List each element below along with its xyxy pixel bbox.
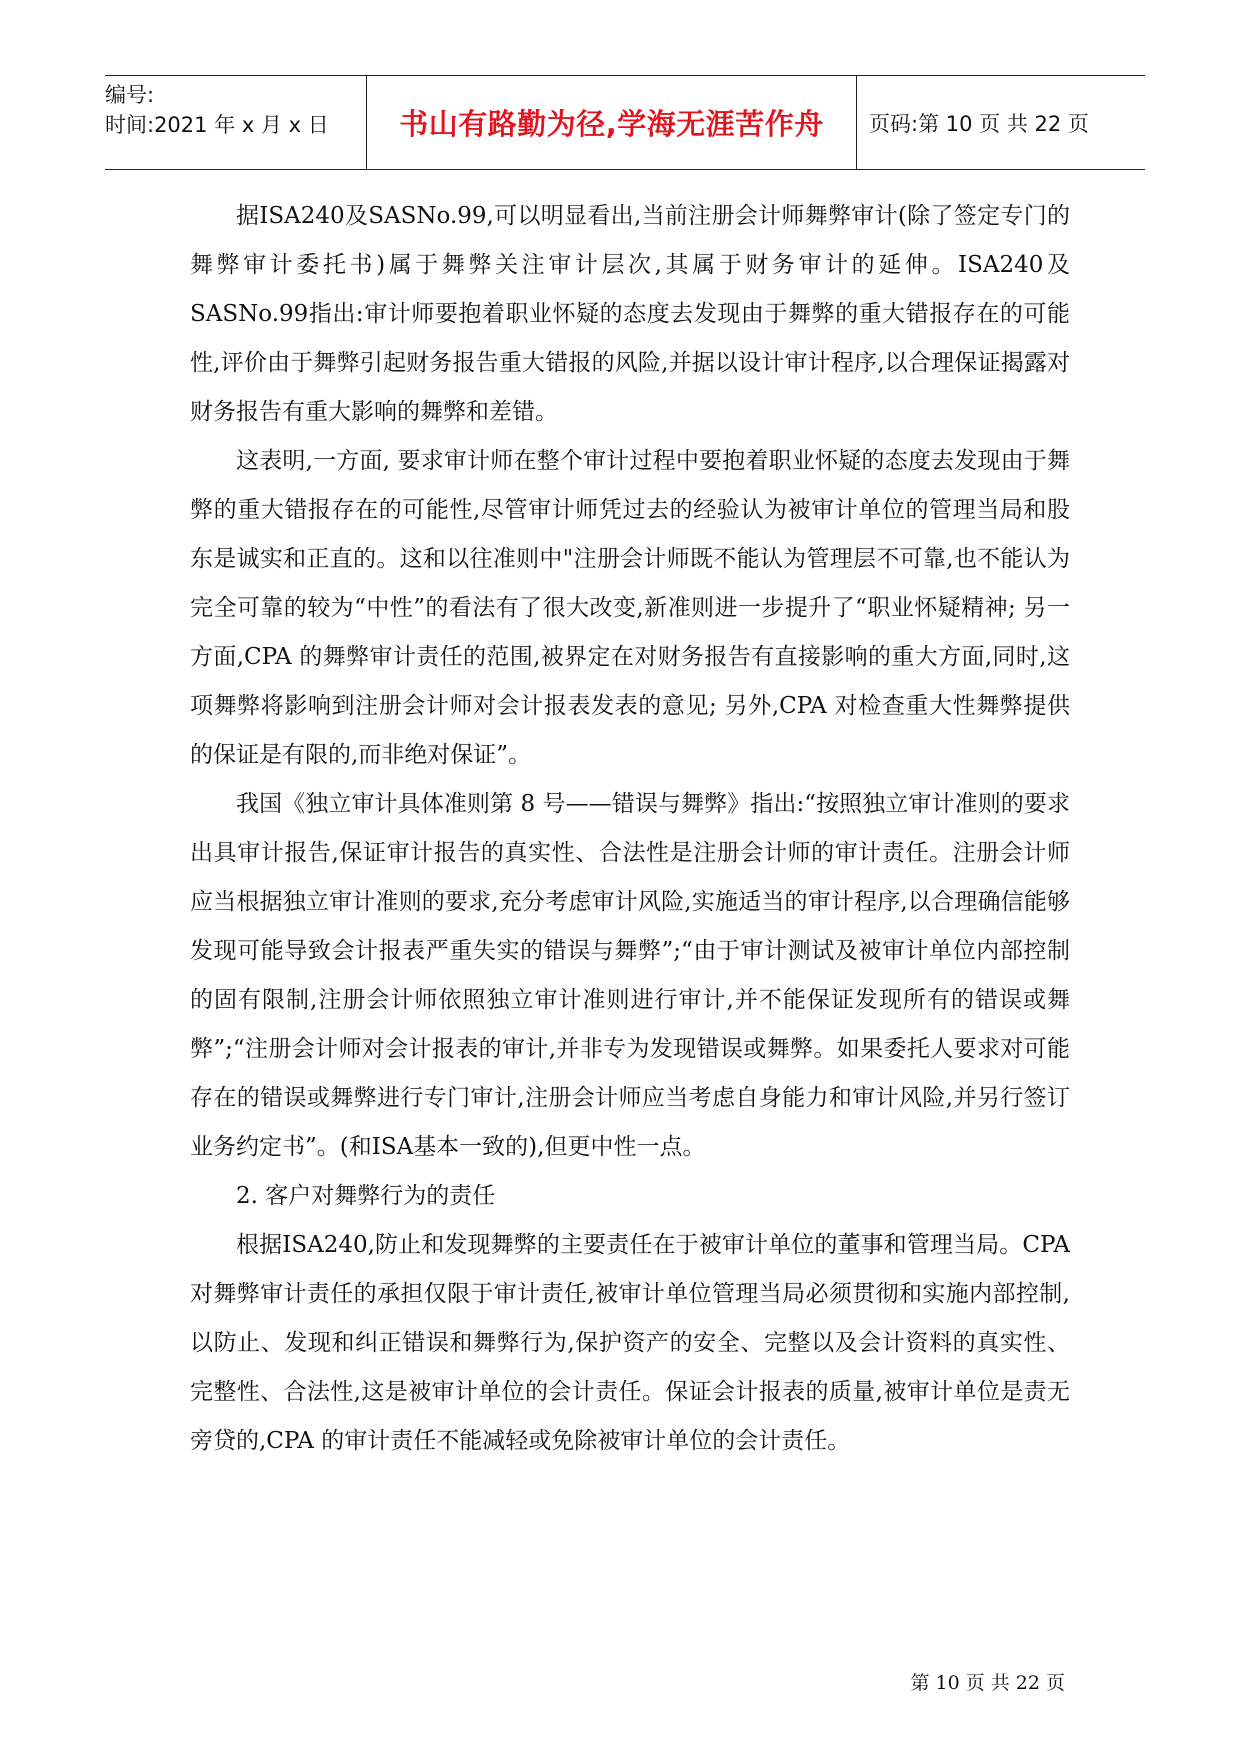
page-footer: 第 10 页 共 22 页	[910, 1672, 1065, 1694]
paragraph: 据ISA240及SASNo.99,可以明显看出,当前注册会计师舞弊审计(除了签定专门的舞弊审计委托书)属于舞弊关注审计层次,其属于财务审计的延伸。ISA240及SASNo.99指出:审计师要抱着职业怀疑的态度去发现由于舞弊的重大错报存在的可能性,评价由于舞弊引起财务报告重大错报的风险,并据以设计审计程序,以合理保证揭露对财务报告有重大影响的舞弊和差错。	[190, 203, 1070, 425]
document-number-label: 编号:	[105, 83, 155, 107]
header-page-info: 页码:第 10 页 共 22 页	[869, 111, 1089, 136]
header-meta	[105, 76, 367, 169]
document-body	[190, 192, 1070, 1466]
header-motto: 书山有路勤为径,学海无涯苦作舟	[367, 76, 857, 169]
document-time-label: 时间:2021 年 x 月 x 日	[105, 113, 329, 137]
page-header	[105, 75, 1145, 170]
paragraph: 根据ISA240,防止和发现舞弊的主要责任在于被审计单位的董事和管理当局。CPA 对舞弊审计责任的承担仅限于审计责任,被审计单位管理当局必须贯彻和实施内部控制,以防止、发现和纠正错误和舞弊行为,保护资产的安全、完整以及会计资料的真实性、完整性、合法性,这是被审计单位的会计责任。保证会计报表的质量,被审计单位是责无旁贷的,CPA 的审计责任不能减轻或免除被审计单位的会计责任。	[190, 1232, 1070, 1454]
section-heading: 2. 客户对舞弊行为的责任	[236, 1183, 496, 1209]
paragraph: 这表明,一方面, 要求审计师在整个审计过程中要抱着职业怀疑的态度去发现由于舞弊的重大错报存在的可能性,尽管审计师凭过去的经验认为被审计单位的管理当局和股东是诚实和正直的。这和以往准则中"注册会计师既不能认为管理层不可靠,也不能认为完全可靠的较为“中性”的看法有了很大改变,新准则进一步提升了“职业怀疑精神; 另一方面,CPA 的舞弊审计责任的范围,被界定在对财务报告有直接影响的重大方面,同时,这项舞弊将影响到注册会计师对会计报表发表的意见; 另外,CPA 对检查重大性舞弊提供的保证是有限的,而非绝对保证”。	[190, 448, 1070, 768]
paragraph: 我国《独立审计具体准则第 8 号——错误与舞弊》指出:“按照独立审计准则的要求出具审计报告,保证审计报告的真实性、合法性是注册会计师的审计责任。注册会计师应当根据独立审计准则的要求,充分考虑审计风险,实施适当的审计程序,以合理确信能够发现可能导致会计报表严重失实的错误与舞弊”;“由于审计测试及被审计单位内部控制的固有限制,注册会计师依照独立审计准则进行审计,并不能保证发现所有的错误或舞弊”;“注册会计师对会计报表的审计,并非专为发现错误或舞弊。如果委托人要求对可能存在的错误或舞弊进行专门审计,注册会计师应当考虑自身能力和审计风险,并另行签订业务约定书”。(和ISA基本一致的),但更中性一点。	[190, 791, 1070, 1160]
